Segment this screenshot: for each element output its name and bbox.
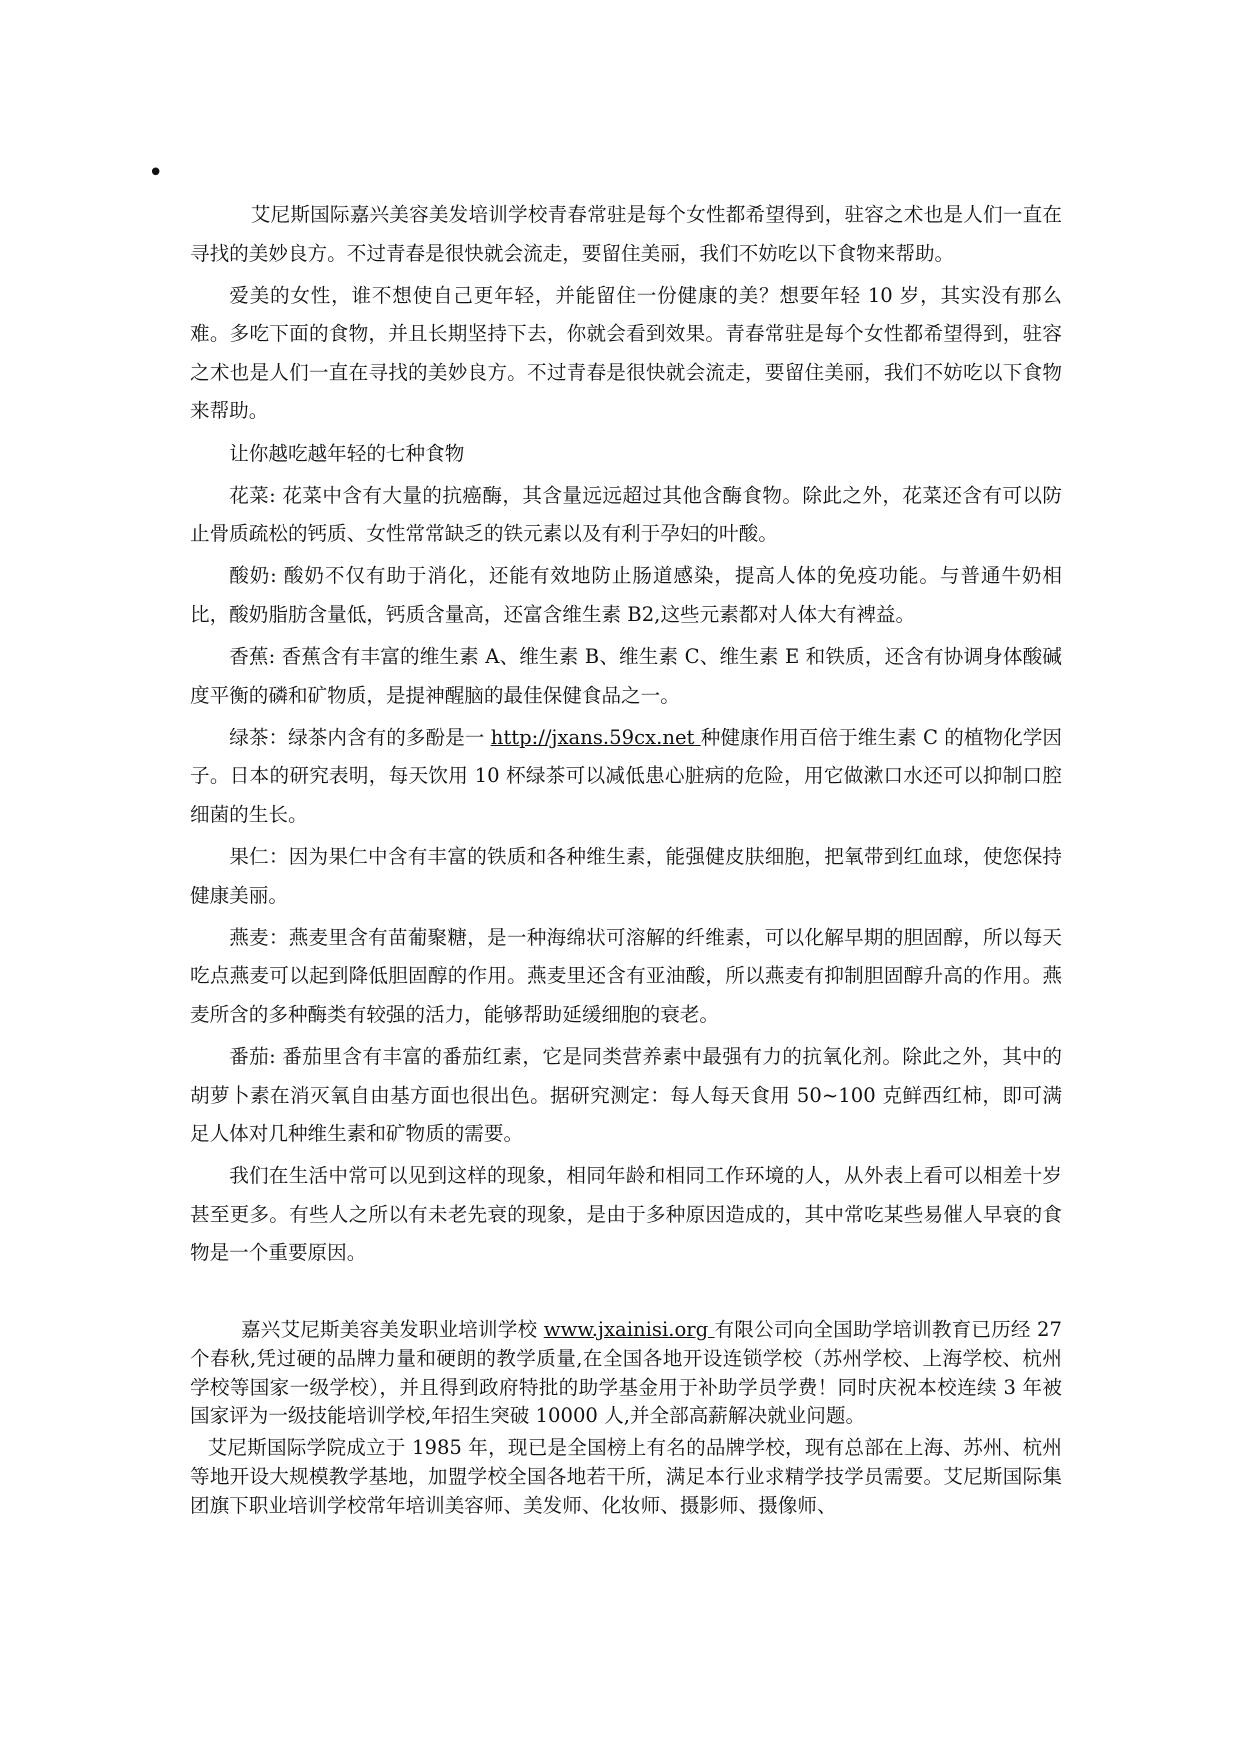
tea-text-before: 绿茶：绿茶内含有的多酚是一 [229,725,491,749]
tea-link[interactable]: http://jxans.59cx.net [490,725,701,749]
food-tomato: 番茄: 番茄里含有丰富的番茄红素，它是同类营养素中最强有力的抗氧化剂。除此之外，其中的胡萝卜素在消灭氧自由基方面也很出色。据研究测定：每人每天食用 50~100 克鲜西红柿，即可满足人体对几种维生素和矿物质的需要。 [190,1044,1062,1146]
tea-text-after: 种健康作用百倍于维生素 C 的植物化学因子。日本的研究表明，每天饮用 10 杯绿茶可以减低患心脏病的危险，用它做漱口水还可以抑制口腔细菌的生长。 [190,725,1062,826]
food-green-tea [190,719,1062,835]
food-yogurt: 酸奶: 酸奶不仅有助于消化，还能有效地防止肠道感染，提高人体的免疫功能。与普通牛奶相比，酸奶脂肪含量低，钙质含量高，还富含维生素 B2,这些元素都对人体大有裨益。 [190,564,1062,626]
school-paragraph-2: 艾尼斯国际学院成立于 1985 年，现已是全国榜上有名的品牌学校，现有总部在上海、苏州、杭州等地开设大规模教学基地，加盟学校全国各地若干所，满足本行业求精学技学员需要。艾尼斯国际集团旗下职业培训学校常年培训美容师、美发师、化妆师、摄影师、摄像师、 [190,1436,1062,1517]
food-cauliflower: 花菜: 花菜中含有大量的抗癌酶，其含量远远超过其他含酶食物。除此之外，花菜还含有可以防止骨质疏松的钙质、女性常常缺乏的铁元素以及有利于孕妇的叶酸。 [190,483,1062,546]
food-oats: 燕麦：燕麦里含有苗葡聚糖，是一种海绵状可溶解的纤维素，可以化解早期的胆固醇，所以每天吃点燕麦可以起到降低胆固醇的作用。燕麦里还含有亚油酸，所以燕麦有抑制胆固醇升高的作用。燕麦所含的多种酶类有较强的活力，能够帮助延缓细胞的衰老。 [190,925,1062,1026]
school-link[interactable]: www.jxainisi.org [543,1318,715,1341]
ad1-text-after: 有限公司向全国助学培训教育已历经 27 个春秋,凭过硬的品牌力量和硬朗的教学质量,在全国各地开设连锁学校（苏州学校、上海学校、杭州学校等国家一级学校），并且得到政府特批的助学基金用于补助学员学费！同时庆祝本校连续 3 年被国家评为一级技能培训学校,年招生突破 10000 人,并全部高薪解决就业问题。 [190,1318,1062,1428]
food-banana: 香蕉: 香蕉含有丰富的维生素 A、维生素 B、维生素 C、维生素 E 和铁质，还含有协调身体酸碱度平衡的磷和矿物质，是提神醒脑的最佳保健食品之一。 [190,645,1062,707]
school-paragraph-1 [190,1316,1062,1431]
section-heading: 让你越吃越年轻的七种食物 [229,441,465,465]
closing-paragraph: 我们在生活中常可以见到这样的现象，相同年龄和相同工作环境的人，从外表上看可以相差十岁甚至更多。有些人之所以有未老先衰的现象，是由于多种原因造成的，其中常吃某些易催人早衰的食物是一个重要原因。 [190,1164,1062,1265]
paragraph-youth: 爱美的女性，谁不想使自己更年轻，并能留住一份健康的美？想要年轻 10 岁，其实没有那么难。多吃下面的食物，并且长期坚持下去，你就会看到效果。青春常驻是每个女性都希望得到，驻容之术也是人们一直在寻找的美妙良方。不过青春是很快就会流走，要留住美丽，我们不妨吃以下食物来帮助。 [190,283,1062,423]
intro-paragraph: 艾尼斯国际嘉兴美容美发培训学校青春常驻是每个女性都希望得到，驻容之术也是人们一直在寻找的美妙良方。不过青春是很快就会流走，要留住美丽，我们不妨吃以下食物来帮助。 [190,203,1062,265]
ad1-text-before: 嘉兴艾尼斯美容美发职业培训学校 [240,1318,544,1341]
bullet-marker: • [148,158,164,188]
school-info [190,1316,1062,1524]
food-nuts: 果仁：因为果仁中含有丰富的铁质和各种维生素，能强健皮肤细胞，把氧带到红血球，使您保持健康美丽。 [190,845,1062,907]
article-body [190,196,1062,1277]
